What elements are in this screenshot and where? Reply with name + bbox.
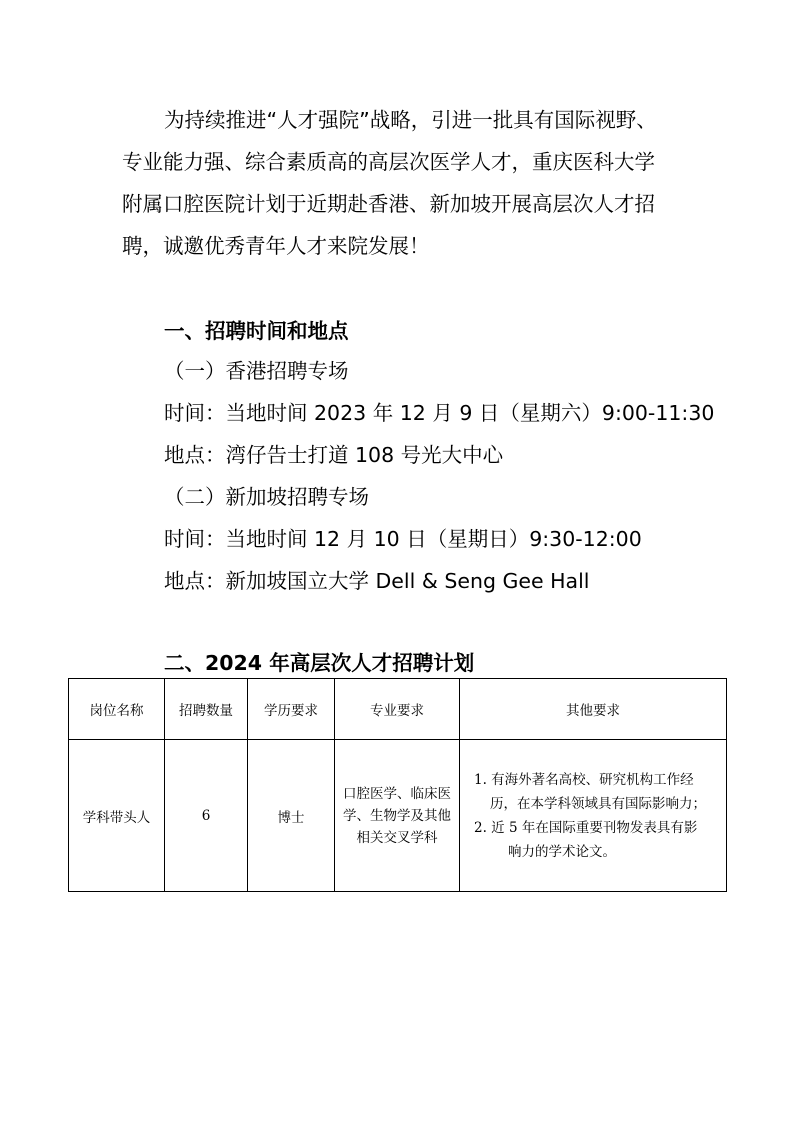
sg-session-title: （二）新加坡招聘专场 (164, 485, 369, 509)
hk-session-title: （一）香港招聘专场 (164, 359, 349, 383)
header-other: 其他要求 (460, 679, 727, 740)
cell-count: 6 (165, 740, 248, 892)
intro-line: 附属口腔医院计划于近期赴香港、新加坡开展高层次人才招 (122, 192, 655, 216)
intro-line: 为持续推进“人才强院”战略，引进一批具有国际视野、 (164, 108, 657, 132)
other-line: 1. 有海外著名高校、研究机构工作经 (474, 771, 694, 788)
section1-heading: 一、招聘时间和地点 (164, 319, 349, 343)
major-line: 学、生物学及其他 (343, 807, 451, 824)
table-row (69, 740, 727, 892)
table-header-row (69, 679, 727, 740)
header-education: 学历要求 (248, 679, 335, 740)
header-position: 岗位名称 (69, 679, 165, 740)
sg-session-place: 地点：新加坡国立大学 Dell & Seng Gee Hall (164, 569, 590, 593)
header-count: 招聘数量 (165, 679, 248, 740)
recruitment-plan-table (68, 678, 727, 892)
section2-heading: 二、2024 年高层次人才招聘计划 (164, 651, 475, 675)
header-major: 专业要求 (335, 679, 460, 740)
other-line: 响力的学术论文。 (508, 843, 616, 860)
other-line: 历，在本学科领域具有国际影响力； (490, 795, 706, 812)
major-line: 口腔医学、临床医 (343, 785, 451, 802)
major-line: 相关交叉学科 (356, 829, 438, 846)
intro-line: 聘，诚邀优秀青年人才来院发展！ (122, 234, 430, 258)
hk-session-place: 地点：湾仔告士打道 108 号光大中心 (164, 443, 504, 467)
intro-line: 专业能力强、综合素质高的高层次医学人才，重庆医科大学 (122, 150, 655, 174)
cell-position: 学科带头人 (69, 740, 165, 892)
cell-major (335, 740, 460, 892)
cell-other (460, 740, 727, 892)
cell-education: 博士 (248, 740, 335, 892)
other-line: 2. 近 5 年在国际重要刊物发表具有影 (474, 819, 698, 836)
sg-session-time: 时间：当地时间 12 月 10 日（星期日）9:30-12:00 (164, 527, 642, 551)
hk-session-time: 时间：当地时间 2023 年 12 月 9 日（星期六）9:00-11:30 (164, 401, 715, 425)
